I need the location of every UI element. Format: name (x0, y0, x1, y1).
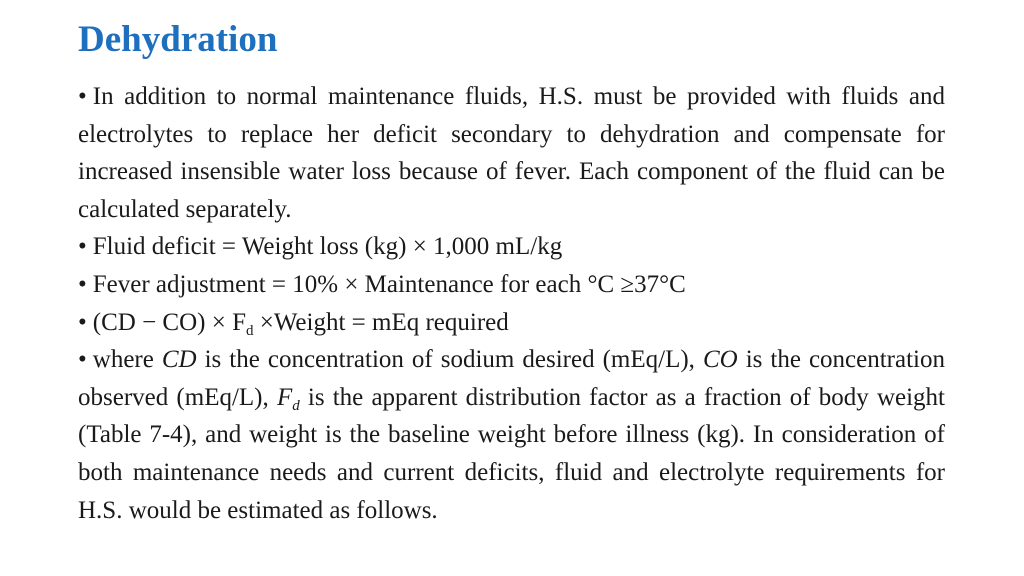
definitions-text-1: where (92, 346, 162, 374)
bullet-fever-adjustment (78, 266, 945, 304)
definitions-f-subscript: d (292, 397, 300, 414)
bullet-dot: • (78, 233, 87, 261)
bullet-dot: • (78, 308, 87, 336)
meq-formula-post: ×Weight = mEq required (253, 308, 509, 336)
meq-formula-pre: (CD − CO) × F (92, 308, 246, 336)
definitions-text-3: is the concentration observed (mEq/L), (78, 346, 945, 411)
bullet-dot: • (78, 270, 87, 298)
definitions-co: CO (702, 346, 738, 374)
slide (78, 16, 945, 529)
definitions-cd: CD (161, 346, 197, 374)
fluid-deficit-formula: Fluid deficit = Weight loss (kg) × 1,000 mL/kg (92, 233, 563, 261)
definitions-text-2: is the concentration of sodium desired (mEq/L), (196, 346, 703, 374)
bullet-fluid-deficit (78, 228, 945, 266)
definitions-text-4: is the apparent distribution factor as a fraction of body weight (Table 7-4), and weight is the baseline weight before illness (kg). In consideration of both maintenance needs and current deficits, fluid and electrolyte requirements for H.S. would be estimated as follows. (78, 383, 945, 524)
bullet-dot: • (78, 346, 87, 374)
slide-title: Dehydration (78, 19, 278, 60)
definitions-f: F (276, 383, 293, 411)
bullet-meq-formula (78, 304, 945, 342)
fever-adjustment-formula: Fever adjustment = 10% × Maintenance for each °C ≥37°C (92, 270, 686, 298)
bullet-list (78, 78, 945, 529)
meq-formula-subscript: d (245, 322, 254, 339)
bullet-dot: • (78, 83, 87, 110)
bullet-definitions (78, 341, 945, 529)
bullet-intro (78, 78, 945, 228)
bullet-intro-text: In addition to normal maintenance fluids, H.S. must be provided with fluids and electrolytes to replace her deficit secondary to dehydration and compensate for increased insensible water loss because of fever. Each component of the fluid can be calculated separately. (78, 83, 945, 223)
